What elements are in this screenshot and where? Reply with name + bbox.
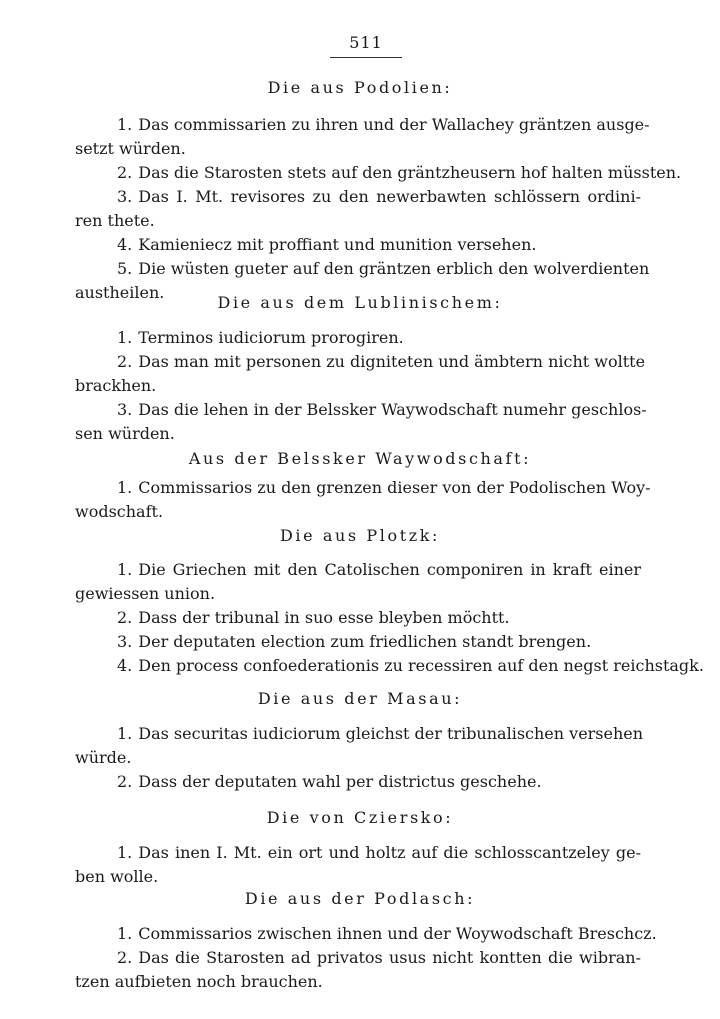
- list-item-continuation: ren thete.: [75, 211, 155, 230]
- item-number: 1.: [117, 924, 133, 943]
- list-item: [75, 558, 641, 606]
- list-item-first-line: [75, 946, 641, 970]
- section-heading: Die aus der Podlasch:: [244, 889, 476, 908]
- item-text: Die wüsten gueter auf den gräntzen erblich den wolverdienten: [138, 259, 650, 278]
- item-number: 1.: [117, 115, 133, 134]
- item-text: Das commissarien zu ihren und der Wallachey gräntzen ausge-: [138, 115, 650, 134]
- list-item: [75, 770, 641, 794]
- item-text: Das die Starosten stets auf den gräntzheusern hof halten müssten.: [138, 163, 682, 182]
- list-item: [75, 841, 641, 889]
- item-number: 2.: [117, 352, 133, 371]
- list-item-first-line: [75, 398, 647, 422]
- list-item-first-line: [75, 185, 641, 209]
- list-item-first-line: [75, 770, 641, 794]
- list-item-first-line: [75, 326, 641, 350]
- section-heading: Aus der Belssker Waywodschaft:: [188, 449, 532, 468]
- list-item: [75, 476, 651, 524]
- list-item-continuation: tzen aufbieten noch brauchen.: [75, 972, 323, 991]
- item-text: Das die lehen in der Belssker Waywodschaft numehr geschlos-: [138, 400, 647, 419]
- item-text: Der deputaten election zum friedlichen standt brengen.: [138, 632, 592, 651]
- item-number: 2.: [117, 948, 133, 967]
- item-text: Dass der deputaten wahl per districtus geschehe.: [138, 772, 542, 791]
- section-heading: Die von Cziersko:: [266, 808, 454, 827]
- list-item-continuation: sen würden.: [75, 424, 175, 443]
- item-text: Das securitas iudiciorum gleichst der tribunalischen versehen: [138, 724, 644, 743]
- item-number: 1.: [117, 560, 133, 579]
- list-item-continuation: brackhen.: [75, 376, 157, 395]
- section-heading: Die aus Podolien:: [267, 78, 453, 97]
- list-item: [75, 326, 641, 350]
- list-item-first-line: [75, 606, 641, 630]
- item-text: Die Griechen mit den Catolischen componiren in kraft einer: [138, 560, 641, 579]
- list-item-first-line: [75, 654, 704, 678]
- list-item: [75, 922, 657, 946]
- item-text: Das man mit personen zu digniteten und ämbtern nicht woltte: [138, 352, 646, 371]
- item-number: 3.: [117, 632, 133, 651]
- item-text: Den process confoederationis zu recessiren auf den negst reichstagk.: [138, 656, 704, 675]
- list-item: [75, 946, 641, 994]
- item-number: 1.: [117, 478, 133, 497]
- list-item-continuation: wodschaft.: [75, 502, 164, 521]
- list-item-first-line: [75, 161, 682, 185]
- item-text: Das I. Mt. revisores zu den newerbawten schlössern ordini-: [138, 187, 641, 206]
- item-number: 2.: [117, 772, 133, 791]
- section-heading: Die aus Plotzk:: [279, 526, 441, 545]
- item-number: 3.: [117, 187, 133, 206]
- item-text: Das die Starosten ad privatos usus nicht kontten die wibran-: [138, 948, 641, 967]
- item-text: Kamieniecz mit proffiant und munition versehen.: [138, 235, 537, 254]
- item-text: Terminos iudiciorum prorogiren.: [138, 328, 404, 347]
- page-number-rule: [330, 57, 402, 58]
- list-item: [75, 185, 641, 233]
- item-number: 5.: [117, 259, 133, 278]
- list-item-continuation: würde.: [75, 748, 132, 767]
- item-text: Commissarios zwischen ihnen und der Woywodschaft Breschcz.: [138, 924, 657, 943]
- item-number: 1.: [117, 328, 133, 347]
- item-number: 2.: [117, 163, 133, 182]
- item-number: 4.: [117, 656, 133, 675]
- list-item-continuation: ben wolle.: [75, 867, 159, 886]
- item-text: Das inen I. Mt. ein ort und holtz auf die schlosscantzeley ge-: [138, 843, 641, 862]
- list-item: [75, 233, 641, 257]
- item-text: Dass der tribunal in suo esse bleyben möchtt.: [138, 608, 510, 627]
- item-number: 1.: [117, 843, 133, 862]
- list-item: [75, 654, 704, 678]
- list-item-first-line: [75, 113, 650, 137]
- section-heading: Die aus der Masau:: [257, 689, 463, 708]
- list-item-first-line: [75, 841, 641, 865]
- item-number: 4.: [117, 235, 133, 254]
- list-item-first-line: [75, 558, 641, 582]
- list-item: [75, 722, 644, 770]
- list-item: [75, 606, 641, 630]
- item-number: 2.: [117, 608, 133, 627]
- list-item-first-line: [75, 350, 646, 374]
- list-item: [75, 350, 646, 398]
- list-item-first-line: [75, 476, 651, 500]
- list-item-continuation: setzt würden.: [75, 139, 186, 158]
- item-text: Commissarios zu den grenzen dieser von der Podolischen Woy-: [138, 478, 651, 497]
- list-item-first-line: [75, 233, 641, 257]
- list-item-first-line: [75, 630, 641, 654]
- list-item-first-line: [75, 722, 644, 746]
- item-number: 3.: [117, 400, 133, 419]
- item-number: 1.: [117, 724, 133, 743]
- list-item: [75, 398, 647, 446]
- list-item-continuation: gewiessen union.: [75, 584, 216, 603]
- list-item: [75, 161, 682, 185]
- list-item-first-line: [75, 922, 657, 946]
- list-item-first-line: [75, 257, 650, 281]
- section-heading: Die aus dem Lublinischem:: [217, 293, 503, 312]
- list-item: [75, 630, 641, 654]
- page-number: 511: [349, 33, 383, 52]
- list-item-continuation: austheilen.: [75, 283, 165, 302]
- list-item: [75, 113, 650, 161]
